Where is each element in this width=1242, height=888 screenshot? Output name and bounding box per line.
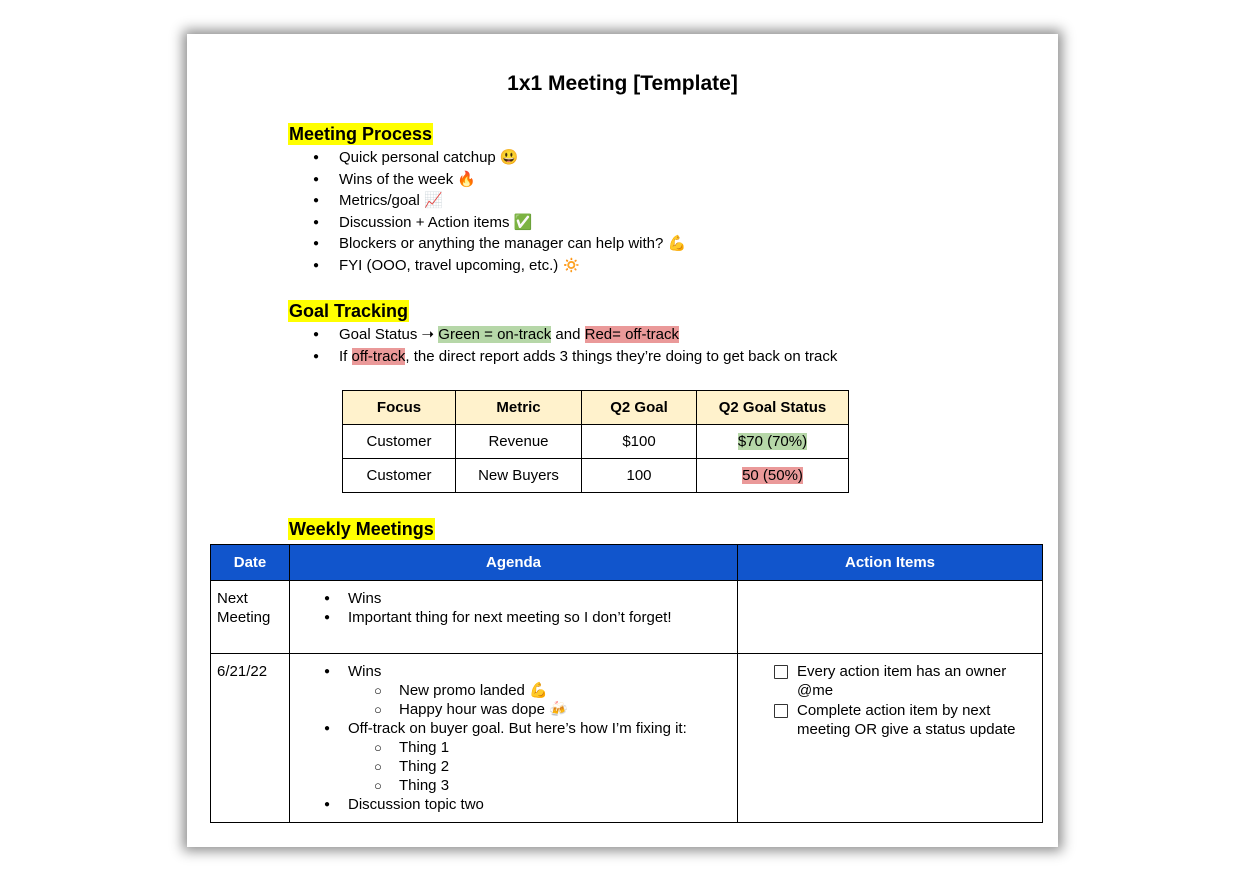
cell-focus: Customer bbox=[343, 459, 456, 493]
cell-goal: $100 bbox=[582, 425, 697, 459]
action-item bbox=[768, 662, 1036, 700]
date-cell: 6/21/22 bbox=[211, 654, 290, 823]
weekly-header-actions: Action Items bbox=[738, 545, 1043, 581]
checkbox[interactable] bbox=[774, 704, 788, 718]
actions-cell bbox=[738, 654, 1043, 823]
agenda-item: ● Important thing for next meeting so I don’t forget! bbox=[296, 608, 731, 627]
list-item: ● Blockers or anything the manager can help with? 💪 bbox=[317, 233, 686, 255]
goal-header-focus: Focus bbox=[343, 391, 456, 425]
agenda-subitem: ○ Thing 3 bbox=[296, 776, 731, 795]
goal-header-metric: Metric bbox=[456, 391, 582, 425]
list-item: ● Metrics/goal 📈 bbox=[317, 190, 686, 212]
list-item: ● Discussion + Action items ✅ bbox=[317, 212, 686, 234]
cell-metric: Revenue bbox=[456, 425, 582, 459]
cell-status bbox=[697, 425, 849, 459]
red-label: Red= off-track bbox=[584, 326, 679, 343]
goal-status-text: Goal Status ➝ bbox=[339, 326, 439, 343]
table-row bbox=[211, 581, 1043, 654]
weekly-table bbox=[210, 544, 1043, 823]
goal-status-item bbox=[317, 324, 837, 346]
agenda-cell bbox=[290, 654, 738, 823]
meeting-process-heading: Meeting Process bbox=[289, 124, 433, 144]
checkbox[interactable] bbox=[774, 665, 788, 679]
goal-tracking-list bbox=[317, 324, 837, 367]
cell-focus: Customer bbox=[343, 425, 456, 459]
agenda-item: ● Wins bbox=[296, 662, 731, 681]
actions-cell[interactable] bbox=[738, 581, 1043, 654]
cell-goal: 100 bbox=[582, 459, 697, 493]
agenda-cell bbox=[290, 581, 738, 654]
action-item-text: Complete action item by next meeting OR give a status update bbox=[797, 702, 1016, 738]
cell-metric: New Buyers bbox=[456, 459, 582, 493]
goal-header-q2-goal: Q2 Goal bbox=[582, 391, 697, 425]
action-item-text: Every action item has an owner @me bbox=[797, 663, 1007, 699]
date-cell: Next Meeting bbox=[211, 581, 290, 654]
off-track-item bbox=[317, 346, 837, 368]
agenda-subitem: ○ Thing 2 bbox=[296, 757, 731, 776]
if-suffix-text: , the direct report adds 3 things they’re doing to get back on track bbox=[405, 347, 838, 365]
weekly-header-agenda: Agenda bbox=[290, 545, 738, 581]
document-title: 1x1 Meeting [Template] bbox=[507, 72, 738, 95]
agenda-subitem: ○ Thing 1 bbox=[296, 738, 731, 757]
table-row bbox=[343, 425, 849, 459]
agenda-item: ● Off-track on buyer goal. But here’s how I’m fixing it: bbox=[296, 719, 731, 738]
table-row bbox=[343, 459, 849, 493]
agenda-item: ● Wins bbox=[296, 589, 731, 608]
green-label: Green = on-track bbox=[438, 326, 552, 343]
list-item: ● Wins of the week 🔥 bbox=[317, 169, 686, 191]
if-text: If bbox=[339, 347, 352, 365]
meeting-process-list bbox=[317, 147, 686, 277]
weekly-meetings-heading: Weekly Meetings bbox=[289, 519, 434, 539]
list-item: ● FYI (OOO, travel upcoming, etc.) 🔅 bbox=[317, 255, 686, 277]
agenda-subitem: ○ Happy hour was dope 🍻 bbox=[296, 700, 731, 719]
goal-header-q2-status: Q2 Goal Status bbox=[697, 391, 849, 425]
goal-table bbox=[342, 390, 849, 493]
off-track-label: off-track bbox=[351, 347, 406, 365]
list-item: ● Quick personal catchup 😃 bbox=[317, 147, 686, 169]
action-item bbox=[768, 701, 1036, 739]
status-red-value: 50 (50%) bbox=[742, 467, 803, 484]
table-row bbox=[211, 654, 1043, 823]
document-page bbox=[187, 34, 1058, 847]
agenda-item: ● Discussion topic two bbox=[296, 795, 731, 814]
agenda-subitem: ○ New promo landed 💪 bbox=[296, 681, 731, 700]
status-green-value: $70 (70%) bbox=[737, 433, 808, 450]
goal-tracking-heading: Goal Tracking bbox=[289, 301, 409, 321]
cell-status bbox=[697, 459, 849, 493]
and-text: and bbox=[551, 326, 585, 343]
weekly-header-date: Date bbox=[211, 545, 290, 581]
